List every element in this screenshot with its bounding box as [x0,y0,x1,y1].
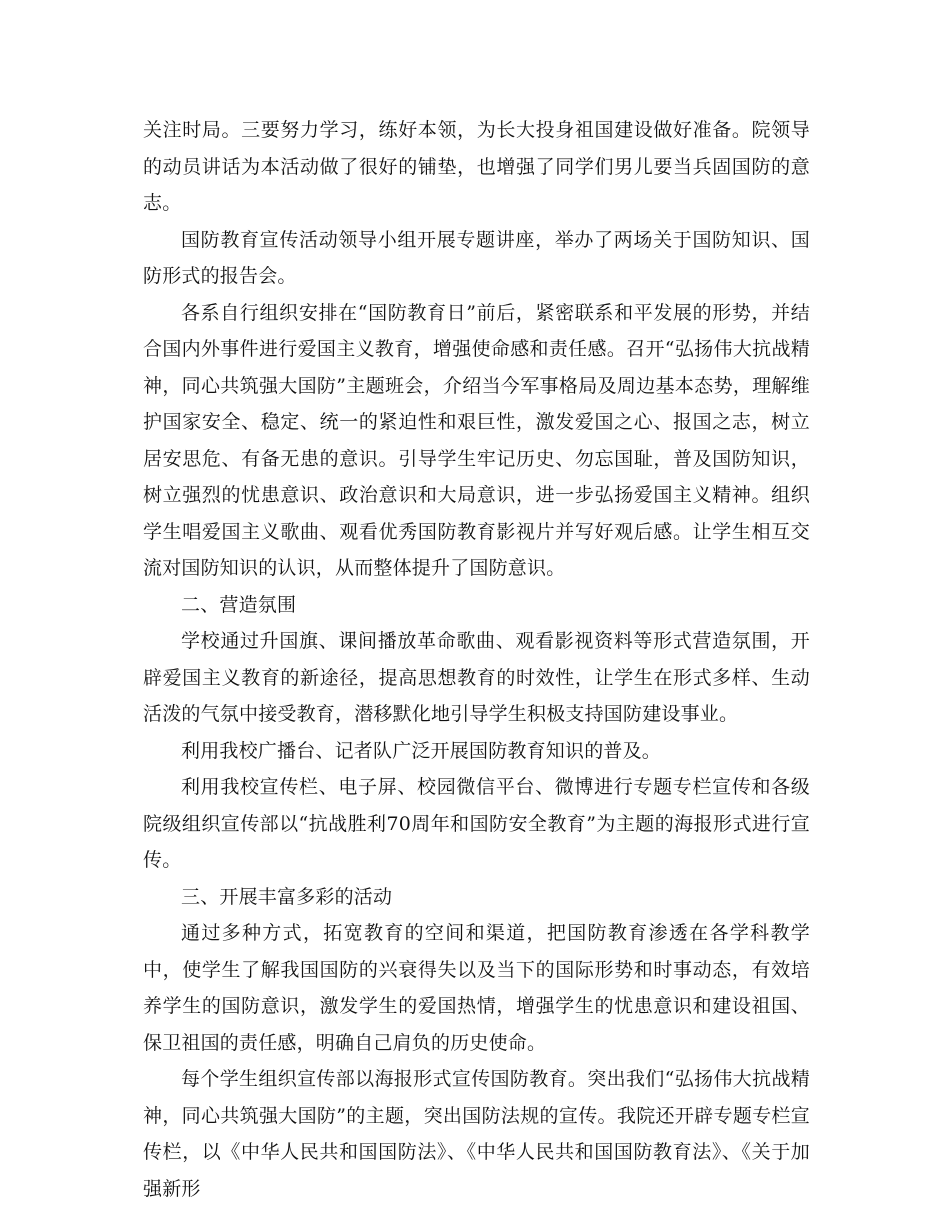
paragraph-1: 关注时局。三要努力学习，练好本领，为长大投身祖国建设做好准备。院领导的动员讲话为本活动做了很好的铺垫，也增强了同学们男儿要当兵固国防的意志。 [143,119,810,214]
paragraph-7: 通过多种方式，拓宽教育的空间和渠道，把国防教育渗透在各学科教学中，使学生了解我国国防的兴衰得失以及当下的国际形势和时事动态，有效培养学生的国防意识，激发学生的爱国热情，增强学生的忧患意识和建设祖国、保卫祖国的责任感，明确自己肩负的历史使命。 [143,922,810,1054]
paragraph-2: 国防教育宣传活动领导小组开展专题讲座，举办了两场关于国防知识、国防形式的报告会。 [143,228,810,287]
document-page [143,112,810,1207]
section-heading-2: 二、营造氛围 [181,593,297,616]
paragraph-5: 利用我校广播台、记者队广泛开展国防教育知识的普及。 [181,739,662,762]
section-heading-3: 三、开展丰富多彩的活动 [181,885,393,908]
paragraph-8: 每个学生组织宣传部以海报形式宣传国防教育。突出我们“弘扬伟大抗战精神，同心共筑强大国防”的主题，突出国防法规的宣传。我院还开辟专题专栏宣传栏，以《中华人民共和国国防法》、《中华人民共和国国防教育法》、《关于加强新形 [143,1068,810,1200]
paragraph-6: 利用我校宣传栏、电子屏、校园微信平台、微博进行专题专栏宣传和各级院级组织宣传部以“抗战胜利70周年和国防安全教育”为主题的海报形式进行宣传。 [143,776,810,871]
paragraph-4: 学校通过升国旗、课间播放革命歌曲、观看影视资料等形式营造氛围，开辟爱国主义教育的新途径，提高思想教育的时效性，让学生在形式多样、生动活泼的气氛中接受教育，潜移默化地引导学生积极支持国防建设事业。 [143,630,810,725]
paragraph-3: 各系自行组织安排在“国防教育日”前后，紧密联系和平发展的形势，并结合国内外事件进行爱国主义教育，增强使命感和责任感。召开“弘扬伟大抗战精神，同心共筑强大国防”主题班会，介绍当今军事格局及周边基本态势，理解维护国家安全、稳定、统一的紧迫性和艰巨性，激发爱国之心、报国之志，树立居安思危、有备无患的意识。引导学生牢记历史、勿忘国耻，普及国防知识，树立强烈的忧患意识、政治意识和大局意识，进一步弘扬爱国主义精神。组织学生唱爱国主义歌曲、观看优秀国防教育影视片并写好观后感。让学生相互交流对国防知识的认识，从而整体提升了国防意识。 [143,301,810,579]
